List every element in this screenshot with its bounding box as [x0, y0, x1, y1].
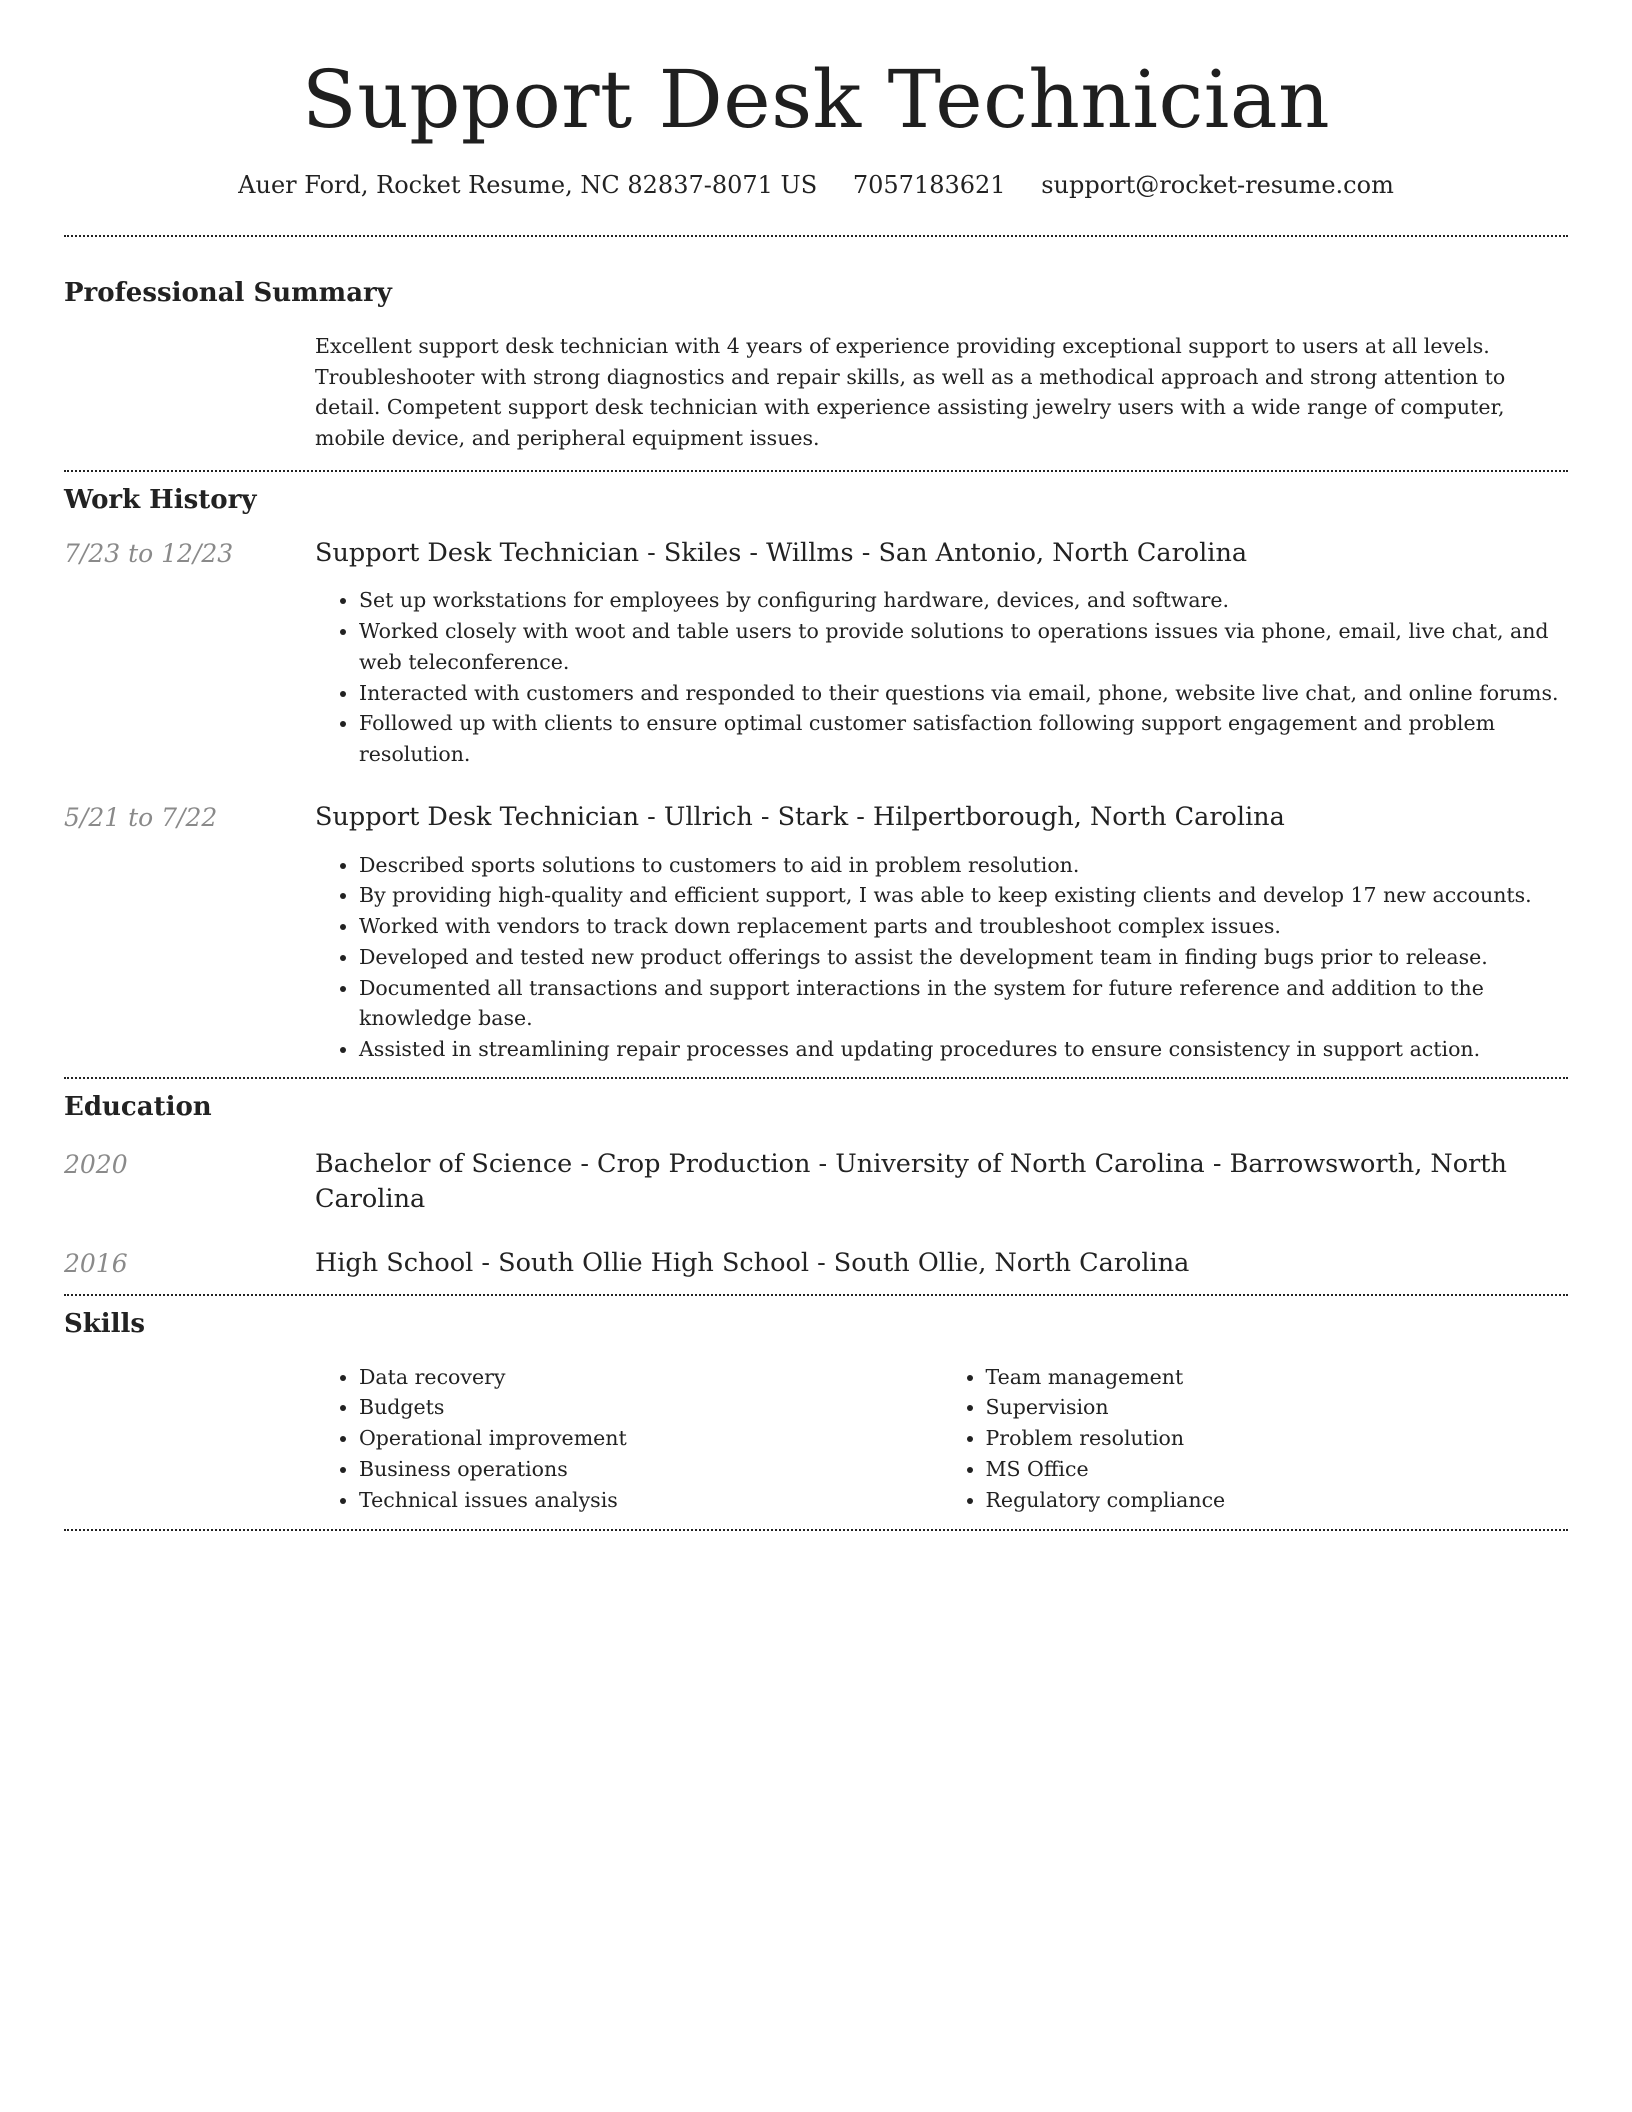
- skill-item: • MS Office: [986, 1454, 1569, 1485]
- job-bullet: • Described sports solutions to customers to aid in problem resolution.: [359, 850, 1568, 881]
- education-year: 2016: [64, 1249, 128, 1279]
- job-bullet: • Worked with vendors to track down replacement parts and troubleshoot complex issues.: [359, 911, 1568, 942]
- job-bullet: • Set up workstations for employees by configuring hardware, devices, and software.: [359, 585, 1568, 616]
- skills-divider: [64, 1529, 1568, 1531]
- job-title: Support Desk Technician - Ullrich - Stark - Hilpertborough, North Carolina: [315, 801, 1285, 832]
- contact-phone: 7057183621: [852, 171, 1006, 199]
- contact-email: support@rocket-resume.com: [1041, 171, 1394, 199]
- education-line: [315, 1246, 1568, 1282]
- education-details: - South Ollie High School - South Ollie, North Carolina: [473, 1248, 1190, 1279]
- job-title: Support Desk Technician - Skiles - Willms - San Antonio, North Carolina: [315, 537, 1248, 568]
- skills-heading: Skills: [64, 1308, 146, 1339]
- job-bullets: [315, 585, 1568, 770]
- skill-item: • Business operations: [359, 1454, 942, 1485]
- summary-section: [64, 237, 1568, 470]
- education-line: [315, 1147, 1568, 1218]
- job-dates: 5/21 to 7/22: [64, 802, 218, 832]
- skill-item: • Operational improvement: [359, 1423, 942, 1454]
- skill-item: • Regulatory compliance: [986, 1485, 1569, 1516]
- job-entry: [64, 536, 1568, 770]
- work-history-heading: Work History: [64, 484, 257, 515]
- work-history-section: [64, 472, 1568, 1077]
- skills-section: [64, 1296, 1568, 1530]
- job-bullets: [315, 850, 1568, 1065]
- education-degree: High School: [315, 1248, 474, 1279]
- skill-item: • Problem resolution: [986, 1423, 1569, 1454]
- skill-item: • Supervision: [986, 1392, 1569, 1423]
- job-bullet: • By providing high-quality and efficient support, I was able to keep existing clients and develop 17 new accounts.: [359, 880, 1568, 911]
- job-entry: [64, 800, 1568, 1065]
- job-bullet: • Assisted in streamlining repair processes and updating procedures to ensure consistency in support action.: [359, 1034, 1568, 1065]
- skill-item: • Data recovery: [359, 1362, 942, 1393]
- candidate-name: Support Desk Technician: [301, 53, 1331, 146]
- job-bullet: • Documented all transactions and support interactions in the system for future reference and addition to the knowledge base.: [359, 973, 1568, 1035]
- job-dates: 7/23 to 12/23: [64, 538, 234, 568]
- education-degree: Bachelor of Science - Crop Production: [315, 1148, 811, 1179]
- education-year: 2020: [64, 1149, 128, 1179]
- contact-address: Auer Ford, Rocket Resume, NC 82837-8071 US: [238, 171, 818, 199]
- skills-list: [315, 1362, 1568, 1516]
- job-bullet: • Interacted with customers and responded to their questions via email, phone, website live chat, and online forums.: [359, 678, 1568, 709]
- summary-text: Excellent support desk technician with 4 years of experience providing exceptional support to users at all levels. Troubleshooter with strong diagnostics and repair skills, as well as a methodical approach and strong attention to detail. Competent support desk technician with experience assisting jewelry users with a wide range of computer, mobile device, and peripheral equipment issues.: [315, 333, 1506, 451]
- job-bullet: • Worked closely with woot and table users to provide solutions to operations issues via phone, email, live chat, and web teleconference.: [359, 616, 1568, 678]
- skills-column-left: [315, 1362, 942, 1516]
- education-heading: Education: [64, 1091, 212, 1122]
- skills-column-right: [942, 1362, 1569, 1516]
- skill-item: • Team management: [986, 1362, 1569, 1393]
- skill-item: • Technical issues analysis: [359, 1485, 942, 1516]
- skill-item: • Budgets: [359, 1392, 942, 1423]
- education-details: - University of North Carolina - Barrowsworth, North Carolina: [315, 1148, 1507, 1215]
- education-entry: [64, 1147, 1568, 1218]
- education-entry: [64, 1246, 1568, 1282]
- job-bullet: • Followed up with clients to ensure optimal customer satisfaction following support engagement and problem resolution.: [359, 708, 1568, 770]
- education-section: [64, 1079, 1568, 1294]
- contact-line: [64, 170, 1568, 201]
- summary-heading: Professional Summary: [64, 278, 392, 309]
- job-bullet: • Developed and tested new product offerings to assist the development team in finding bugs prior to release.: [359, 942, 1568, 973]
